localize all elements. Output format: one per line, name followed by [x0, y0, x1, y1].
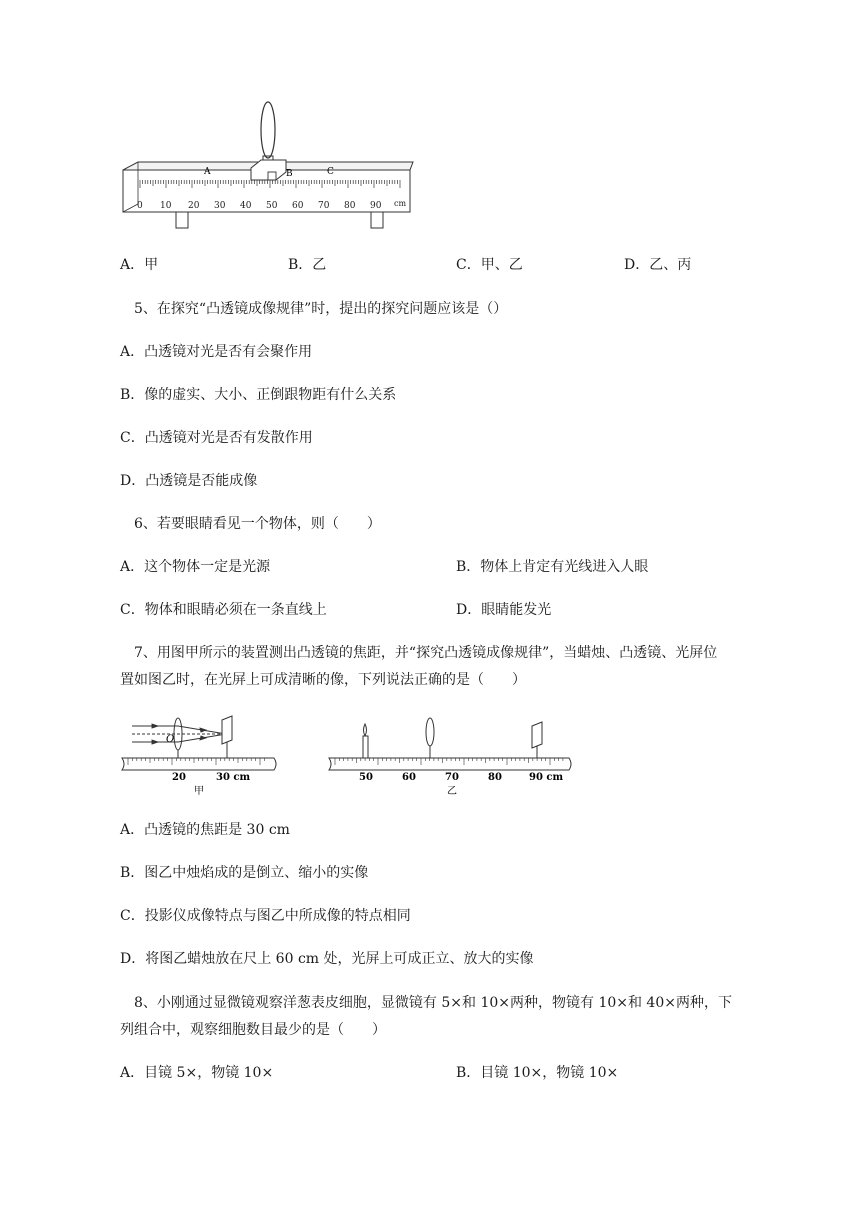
q4-option-b: B．乙 — [288, 257, 327, 273]
point-label-a: A — [204, 167, 211, 177]
lens-shape — [261, 102, 275, 158]
q7-stem-line-1: 7、用图甲所示的装置测出凸透镜的焦距，并“探究凸透镜成像规律”，当蜡烛、凸透镜、光屏位 — [134, 645, 718, 661]
scale-label-40: 40 — [240, 201, 252, 211]
optical-bench-figure — [118, 100, 423, 235]
figure-jia — [118, 712, 283, 797]
q6-option-d: D．眼睛能发光 — [456, 602, 552, 618]
q5-option-b: B．像的虚实、大小、正倒跟物距有什么关系 — [120, 387, 397, 403]
bench-foot-left — [176, 212, 188, 228]
yi-scale-60: 60 — [402, 772, 416, 783]
yi-scale-50: 50 — [359, 772, 373, 783]
bench-foot-right — [371, 212, 383, 228]
point-label-b: B — [286, 169, 293, 179]
point-label-c: C — [327, 167, 334, 177]
yi-scale-90: 90 cm — [529, 772, 564, 783]
yi-scale-80: 80 — [488, 772, 502, 783]
scale-label-60: 60 — [292, 201, 304, 211]
q6-stem: 6、若要眼睛看见一个物体，则（ ） — [134, 516, 381, 532]
q5-option-a: A．凸透镜对光是否有会聚作用 — [120, 344, 313, 360]
jia-caption: 甲 — [194, 786, 204, 797]
jia-screen — [222, 716, 232, 744]
yi-screen — [532, 722, 542, 748]
q7-option-a: A．凸透镜的焦距是 30 cm — [120, 822, 290, 838]
jia-label-o: O — [166, 734, 175, 745]
optical-bench-diagram — [118, 100, 423, 235]
scale-label-20: 20 — [188, 201, 200, 211]
q7-option-b: B．图乙中烛焰成的是倒立、缩小的实像 — [120, 865, 369, 881]
q7-option-c: C．投影仪成像特点与图乙中所成像的特点相同 — [120, 908, 411, 924]
q7-stem-line-2: 置如图乙时，在光屏上可成清晰的像，下列说法正确的是（ ） — [120, 672, 526, 688]
yi-scale-70: 70 — [445, 772, 459, 783]
scale-label-50: 50 — [266, 201, 278, 211]
q7-option-d: D．将图乙蜡烛放在尺上 60 cm 处，光屏上可成正立、放大的实像 — [120, 951, 534, 967]
q4-option-a: A．甲 — [120, 257, 159, 273]
jia-scale-30: 30 cm — [216, 772, 251, 783]
q5-stem: 5、在探究“凸透镜成像规律”时，提出的探究问题应该是（） — [134, 301, 508, 317]
scale-label-70: 70 — [318, 201, 330, 211]
jia-scale-20: 20 — [172, 772, 186, 783]
yi-candle — [363, 724, 368, 758]
figure-yi-diagram — [325, 712, 575, 797]
q5-option-c: C．凸透镜对光是否有发散作用 — [120, 430, 313, 446]
q8-option-a: A．目镜 5×，物镜 10× — [120, 1065, 274, 1081]
q4-option-d: D．乙、丙 — [624, 257, 692, 273]
q8-stem-line-2: 列组合中，观察细胞数目最少的是（ ） — [120, 1022, 386, 1038]
q5-option-d: D．凸透镜是否能成像 — [120, 473, 258, 489]
jia-light-rays — [132, 724, 226, 744]
q6-option-b: B．物体上肯定有光线进入人眼 — [456, 559, 649, 575]
jia-ruler — [122, 758, 276, 770]
scale-label-0: 0 — [137, 201, 143, 211]
scale-label-10: 10 — [160, 201, 172, 211]
scale-label-80: 80 — [344, 201, 356, 211]
yi-lens — [426, 718, 434, 746]
yi-caption: 乙 — [447, 786, 457, 797]
scale-label-90: 90 — [370, 201, 382, 211]
q8-stem-line-1: 8、小刚通过显微镜观察洋葱表皮细胞，显微镜有 5×和 10×两种，物镜有 10×和 40×两种，下 — [134, 995, 732, 1011]
q6-option-c: C．物体和眼睛必须在一条直线上 — [120, 602, 327, 618]
figure-jia-diagram — [118, 712, 283, 797]
q8-option-b: B．目镜 10×，物镜 10× — [456, 1065, 619, 1081]
q4-option-c: C．甲、乙 — [456, 257, 523, 273]
scale-label-30: 30 — [214, 201, 226, 211]
q6-option-a: A．这个物体一定是光源 — [120, 559, 271, 575]
scale-label-unit: cm — [394, 199, 407, 208]
figure-yi — [325, 712, 575, 797]
